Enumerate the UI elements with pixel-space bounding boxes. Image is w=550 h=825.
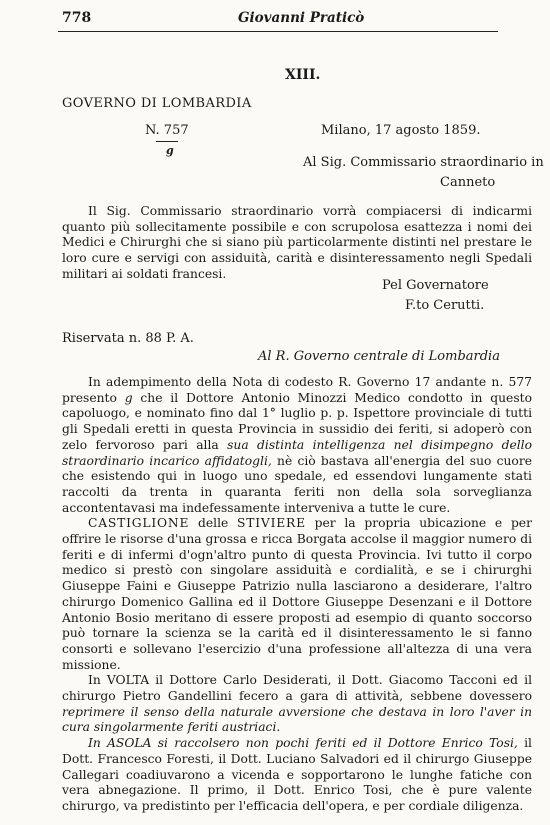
section-number: XIII. — [285, 67, 321, 83]
place-name: CASTIGLIONE — [88, 516, 190, 531]
reply-paragraph-2 — [62, 516, 532, 673]
letter-addressee-place: Canneto — [440, 175, 496, 190]
reply-body — [62, 375, 532, 815]
signature-title: Pel Governatore — [382, 278, 489, 293]
letter-date: Milano, 17 agosto 1859. — [321, 123, 481, 138]
reply-text: nè ciò bastava all'energia del suo cuore che esistendo qui in luogo uno spedale, ed essendovi lungamente stati raccolti da trenta in quaranta feriti non della sola sorveglianza accontentavasi ma indefessamente interveniva a tutte le cure. — [62, 453, 532, 515]
reply-text: che il Dottore Antonio Minozzi Medico condotto in questo capoluogo, e nominato fino dal 1° luglio p. p. Ispettore provinciale di tutti gli Spedali eretti in questa Provincia in sussidio dei feriti, si adoperò con zelo fervoroso pari alla — [62, 390, 532, 452]
reply-paragraph-1 — [62, 375, 532, 516]
signature-name: F.to Cerutti. — [405, 298, 485, 313]
reply-text: In VOLTA il Dottore Carlo Desiderati, il Dott. Giacomo Tacconi ed il chirurgo Pietro Gandellini fecero a gara di attività, sebbene dovessero — [62, 673, 532, 704]
protocol-subnumber: g — [166, 144, 174, 157]
letter-protocol-number: N. 757 — [145, 123, 189, 138]
letter-body — [62, 204, 532, 283]
reply-paragraph-3 — [62, 673, 532, 736]
letter-paragraph: Il Sig. Commissario straordinario vorrà compiacersi di indicarmi quanto più sollecitamente possibile e con scrupolosa esattezza i nomi dei Medici e Chirurghi che si siano più particolarmente distinti nel prestare le loro cure e servigi con assiduità, carità e disinteressamento negli Spedali militari ai soldati francesi. — [62, 204, 532, 281]
reply-reference: Riservata n. 88 P. A. — [62, 331, 194, 346]
running-head: Giovanni Praticò — [238, 10, 365, 26]
reply-addressee: Al R. Governo centrale di Lombardia — [258, 349, 500, 364]
letter-addressee: Al Sig. Commissario straordinario in — [303, 155, 544, 170]
reply-italic-text: sua distinta intelligenza nel disimpegno dello straordinario incarico affidatogli, — [62, 437, 532, 468]
reply-italic-text: In ASOLA si raccolsero non pochi feriti ed il Dottore Enrico Tosi, — [88, 736, 518, 751]
page-number: 778 — [62, 10, 92, 26]
reply-text: per la propria ubicazione e per offrire le risorse d'una grossa e ricca Borgata accolse il maggior numero di feriti e di infermi d'ogn'altro punto di questa Provincia. Ivi tutto il corpo medico si prestò con singolare assiduità e cordialità, e se i chirurghi Giuseppe Faini e Giuseppe Patrizio nulla lasciarono a desiderare, l'altro chirurgo Domenico Gallina ed il Dottore Giuseppe Desenzani e il Dottore Antonio Bosio meritano di essere proposti ad esempio di quanto soccorso può tornare la scienza se la carità ed il disinteressamento le si fanno consorti e sollevano l'esercizio d'una professione all'altezza di una vera missione. — [62, 516, 532, 672]
header-rule — [58, 31, 498, 32]
place-name: STIVIERE — [237, 516, 306, 531]
protocol-fraction-bar — [156, 141, 178, 142]
reply-text: delle — [197, 516, 229, 531]
reply-paragraph-4 — [62, 736, 532, 815]
nota-subnumber: g — [124, 390, 133, 405]
reply-text: il Dott. Francesco Foresti, il Dott. Luciano Salvadori ed il chirurgo Giuseppe Callegari coadiuvarono a vicenda e sopportarono le lunghe fatiche con vera abnegazione. Il primo, il Dott. Enrico Tosi, che è pure valente chirurgo, va predistinto per l'efficacia dell'opera, e per cordiale diligenza. — [62, 736, 532, 813]
letter-office: GOVERNO DI LOMBARDIA — [62, 96, 252, 111]
reply-italic-text: reprimere il senso della naturale avversione che destava in loro l'aver in cura singolarmente feriti austriaci. — [62, 704, 532, 735]
reply-text: In adempimento della Nota di codesto R. Governo 17 andante n. 577 presento — [62, 375, 532, 405]
